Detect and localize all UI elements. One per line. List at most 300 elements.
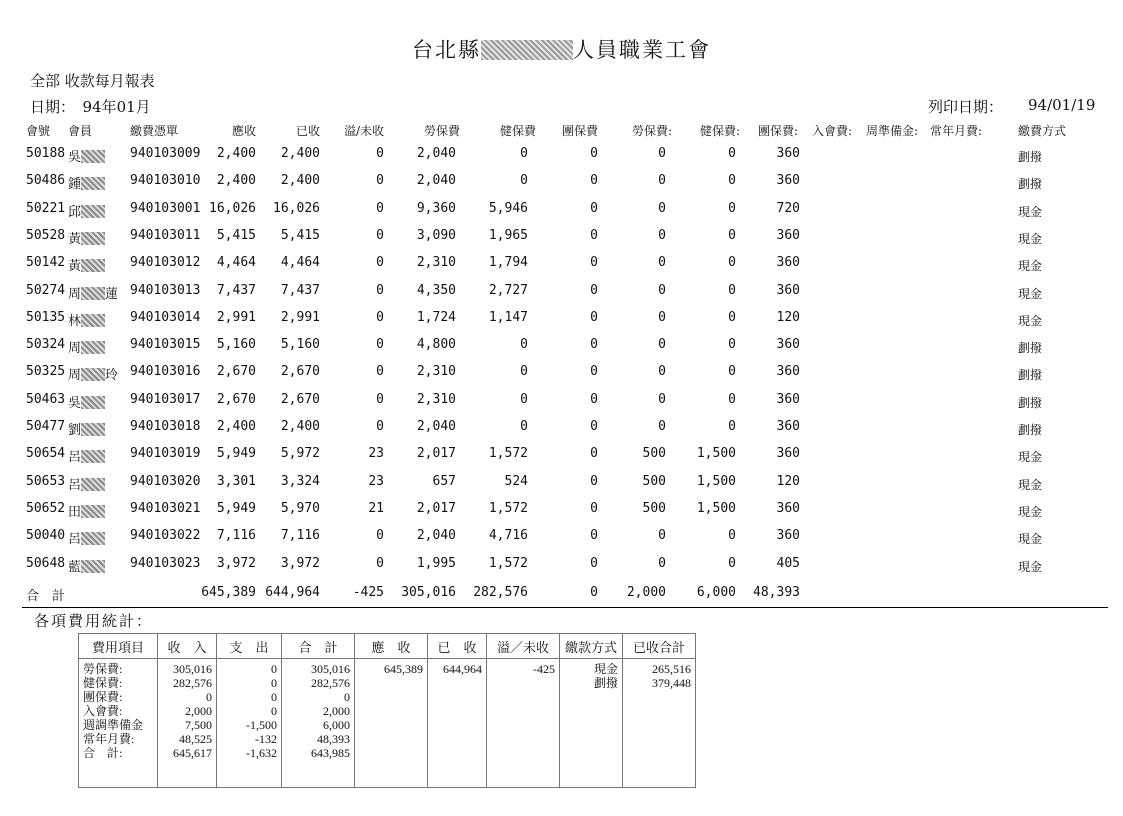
cell-due: 3,972 bbox=[216, 555, 256, 571]
cell-health2: 0 bbox=[728, 173, 736, 189]
cell-group2: 360 bbox=[776, 255, 800, 271]
cell-health: 524 bbox=[504, 473, 528, 489]
cell-group: 0 bbox=[590, 200, 598, 216]
cell-group2: 360 bbox=[776, 227, 800, 243]
cell-diff: 0 bbox=[376, 528, 384, 544]
cell-id: 50274 bbox=[26, 282, 66, 298]
column-header: 健保費 bbox=[499, 124, 536, 138]
cell-group2: 360 bbox=[776, 173, 800, 189]
cell-voucher: 940103020 bbox=[130, 473, 201, 489]
cell-voucher: 940103014 bbox=[130, 309, 201, 325]
cell-due: 4,464 bbox=[216, 255, 256, 271]
report-scope: 全部 收款每月報表 bbox=[30, 72, 155, 90]
stats-income-value: 0 bbox=[206, 690, 212, 704]
cell-group2: 360 bbox=[776, 146, 800, 161]
total-group: 0 bbox=[590, 585, 598, 600]
stats-due-value: 645,389 bbox=[384, 662, 423, 676]
stats-due bbox=[355, 659, 428, 788]
stats-title: 各項費用統計： bbox=[34, 612, 154, 630]
stats-expense-value: -1,500 bbox=[246, 718, 277, 732]
stats-body-row bbox=[79, 659, 696, 788]
stats-method-amount: 379,448 bbox=[652, 676, 691, 690]
cell-id: 50654 bbox=[26, 446, 66, 462]
member-name bbox=[68, 337, 128, 356]
cell-group2: 360 bbox=[776, 391, 800, 407]
member-surname: 田 bbox=[68, 504, 82, 520]
payment-method: 現金 bbox=[1018, 477, 1043, 492]
column-header: 溢/未收 bbox=[343, 124, 384, 138]
stats-item-name: 入會費: bbox=[83, 704, 123, 718]
stats-item-names bbox=[79, 659, 158, 788]
member-surname: 林 bbox=[68, 313, 82, 329]
cell-paid: 5,160 bbox=[280, 337, 320, 353]
cell-voucher: 940103019 bbox=[130, 446, 201, 462]
cell-labor: 2,017 bbox=[416, 446, 456, 462]
member-surname: 邱 bbox=[68, 204, 82, 220]
cell-health2: 0 bbox=[728, 391, 736, 407]
cell-due: 2,400 bbox=[216, 173, 256, 189]
stats-income-value: 7,500 bbox=[185, 718, 212, 732]
cell-due: 16,026 bbox=[209, 200, 256, 216]
cell-health: 1,147 bbox=[488, 309, 528, 325]
stats-header: 繳款方式 bbox=[560, 634, 623, 659]
cell-diff: 23 bbox=[368, 473, 384, 489]
cell-labor: 2,310 bbox=[416, 255, 456, 271]
stats-header: 應 收 bbox=[355, 634, 428, 659]
cell-group: 0 bbox=[590, 473, 598, 489]
stats-header: 收 入 bbox=[158, 634, 217, 659]
stats-income-value: 2,000 bbox=[185, 704, 212, 718]
cell-group: 0 bbox=[590, 500, 598, 516]
member-surname: 吳 bbox=[68, 395, 82, 411]
cell-labor: 2,040 bbox=[416, 146, 456, 161]
cell-labor: 2,017 bbox=[416, 500, 456, 516]
member-name bbox=[68, 201, 128, 220]
member-surname: 周 bbox=[68, 368, 82, 384]
total-labor: 305,016 bbox=[401, 585, 456, 600]
stats-method-amount: 265,516 bbox=[652, 662, 691, 676]
member-surname: 呂 bbox=[68, 450, 82, 466]
cell-labor2: 0 bbox=[658, 528, 666, 544]
cell-labor2: 0 bbox=[658, 309, 666, 325]
payment-method: 現金 bbox=[1018, 504, 1043, 519]
cell-labor: 2,040 bbox=[416, 173, 456, 189]
cell-id: 50652 bbox=[26, 500, 66, 516]
cell-health: 1,794 bbox=[488, 255, 528, 271]
cell-health2: 0 bbox=[728, 255, 736, 271]
stats-total bbox=[282, 659, 355, 788]
cell-group: 0 bbox=[590, 391, 598, 407]
redacted-mask bbox=[81, 478, 105, 491]
cell-paid: 2,670 bbox=[280, 364, 320, 380]
cell-group: 0 bbox=[590, 419, 598, 434]
cell-health2: 0 bbox=[728, 227, 736, 243]
column-header: 已收 bbox=[295, 124, 320, 138]
cell-health2: 0 bbox=[728, 528, 736, 544]
payment-method: 劃撥 bbox=[1018, 368, 1043, 383]
payment-method: 現金 bbox=[1018, 231, 1043, 246]
cell-id: 50324 bbox=[26, 337, 66, 353]
column-header: 會號 bbox=[26, 124, 51, 138]
cell-group2: 360 bbox=[776, 364, 800, 380]
cell-labor: 657 bbox=[432, 473, 456, 489]
payment-method: 劃撥 bbox=[1018, 395, 1043, 410]
cell-group2: 360 bbox=[776, 419, 800, 434]
redacted-mask bbox=[81, 450, 105, 463]
stats-expense-value: 0 bbox=[271, 662, 277, 676]
cell-health2: 1,500 bbox=[696, 473, 736, 489]
cell-group: 0 bbox=[590, 309, 598, 325]
cell-labor2: 500 bbox=[642, 473, 666, 489]
cell-labor2: 0 bbox=[658, 364, 666, 380]
cell-paid: 3,972 bbox=[280, 555, 320, 571]
stats-total-value: 2,000 bbox=[323, 704, 350, 718]
cell-id: 50477 bbox=[26, 419, 66, 434]
stats-header: 支 出 bbox=[217, 634, 282, 659]
column-header: 入會費: bbox=[812, 124, 853, 138]
column-header: 團保費: bbox=[757, 124, 798, 138]
stats-income-value: 305,016 bbox=[173, 662, 212, 676]
cell-voucher: 940103023 bbox=[130, 555, 201, 571]
member-name bbox=[68, 310, 128, 329]
redacted-mask bbox=[81, 423, 105, 436]
cell-group: 0 bbox=[590, 446, 598, 462]
member-surname: 黃 bbox=[68, 259, 82, 275]
member-name bbox=[68, 283, 128, 302]
cell-health2: 1,500 bbox=[696, 500, 736, 516]
cell-voucher: 940103010 bbox=[130, 173, 201, 189]
stats-income bbox=[158, 659, 217, 788]
total-group2: 48,393 bbox=[753, 585, 800, 600]
cell-labor: 9,360 bbox=[416, 200, 456, 216]
total-health2: 6,000 bbox=[696, 585, 736, 600]
cell-labor2: 0 bbox=[658, 337, 666, 353]
cell-paid: 7,437 bbox=[280, 282, 320, 298]
column-header: 繳費方式 bbox=[1018, 124, 1067, 138]
stats-total-value: 48,393 bbox=[317, 732, 350, 746]
redacted-mask bbox=[481, 40, 573, 60]
stats-total-value: 282,576 bbox=[311, 676, 350, 690]
cell-labor: 2,040 bbox=[416, 528, 456, 544]
cell-voucher: 940103009 bbox=[130, 146, 201, 161]
redacted-mask bbox=[81, 560, 105, 573]
cell-paid: 2,991 bbox=[280, 309, 320, 325]
print-date: 94/01/19 bbox=[1028, 96, 1096, 114]
print-date-label: 列印日期： bbox=[928, 98, 1004, 116]
cell-voucher: 940103016 bbox=[130, 364, 201, 380]
cell-group: 0 bbox=[590, 528, 598, 544]
cell-due: 2,670 bbox=[216, 391, 256, 407]
cell-health2: 0 bbox=[728, 309, 736, 325]
stats-header-row bbox=[79, 634, 696, 659]
cell-health: 1,572 bbox=[488, 500, 528, 516]
payment-method: 現金 bbox=[1018, 559, 1043, 574]
stats-expense-value: -132 bbox=[255, 732, 277, 746]
cell-group2: 405 bbox=[776, 555, 800, 571]
redacted-mask bbox=[81, 532, 105, 545]
payment-method: 現金 bbox=[1018, 204, 1043, 219]
cell-labor2: 0 bbox=[658, 419, 666, 434]
total-diff: -425 bbox=[352, 585, 384, 600]
cell-due: 5,415 bbox=[216, 227, 256, 243]
cell-due: 5,949 bbox=[216, 500, 256, 516]
stats-total-value: 643,985 bbox=[311, 746, 350, 760]
cell-id: 50653 bbox=[26, 473, 66, 489]
cell-group: 0 bbox=[590, 173, 598, 189]
stats-header: 已收合計 bbox=[623, 634, 696, 659]
cell-paid: 16,026 bbox=[273, 200, 320, 216]
cell-due: 5,949 bbox=[216, 446, 256, 462]
payment-method: 劃撥 bbox=[1018, 177, 1043, 192]
column-header: 常年月費: bbox=[930, 124, 983, 138]
cell-health: 0 bbox=[520, 173, 528, 189]
redacted-mask bbox=[81, 287, 105, 300]
payment-method: 現金 bbox=[1018, 450, 1043, 465]
column-header: 繳費憑單 bbox=[130, 124, 179, 138]
cell-group2: 360 bbox=[776, 337, 800, 353]
cell-diff: 23 bbox=[368, 446, 384, 462]
stats-methods bbox=[560, 659, 623, 788]
cell-paid: 4,464 bbox=[280, 255, 320, 271]
cell-diff: 0 bbox=[376, 391, 384, 407]
stats-total-value: 6,000 bbox=[323, 718, 350, 732]
stats-total-value: 305,016 bbox=[311, 662, 350, 676]
payment-method: 現金 bbox=[1018, 313, 1043, 328]
cell-voucher: 940103018 bbox=[130, 419, 201, 434]
stats-paid bbox=[428, 659, 487, 788]
cell-id: 50188 bbox=[26, 146, 66, 161]
payment-method: 劃撥 bbox=[1018, 341, 1043, 356]
cell-labor: 2,310 bbox=[416, 391, 456, 407]
redacted-mask bbox=[81, 314, 105, 327]
member-given-char: 玲 bbox=[105, 368, 119, 384]
cell-voucher: 940103022 bbox=[130, 528, 201, 544]
cell-paid: 5,415 bbox=[280, 227, 320, 243]
redacted-mask bbox=[81, 505, 105, 518]
member-surname: 藍 bbox=[68, 559, 82, 575]
cell-diff: 21 bbox=[368, 500, 384, 516]
stats-total-value: 0 bbox=[344, 690, 350, 704]
cell-diff: 0 bbox=[376, 146, 384, 161]
stats-item-name: 常年月費: bbox=[83, 732, 135, 746]
cell-due: 7,437 bbox=[216, 282, 256, 298]
cell-due: 2,991 bbox=[216, 309, 256, 325]
redacted-mask bbox=[81, 205, 105, 218]
redacted-mask bbox=[81, 368, 105, 381]
cell-labor: 2,040 bbox=[416, 419, 456, 434]
member-name bbox=[68, 419, 128, 438]
stats-expense-value: 0 bbox=[271, 676, 277, 690]
cell-paid: 7,116 bbox=[280, 528, 320, 544]
member-name bbox=[68, 255, 128, 274]
cell-group: 0 bbox=[590, 364, 598, 380]
stats-expense-value: 0 bbox=[271, 704, 277, 718]
cell-id: 50040 bbox=[26, 528, 66, 544]
cell-group2: 360 bbox=[776, 528, 800, 544]
stats-paid-value: 644,964 bbox=[443, 662, 482, 676]
cell-id: 50463 bbox=[26, 391, 66, 407]
cell-id: 50486 bbox=[26, 173, 66, 189]
cell-labor2: 500 bbox=[642, 500, 666, 516]
cell-group2: 360 bbox=[776, 446, 800, 462]
cell-labor: 1,995 bbox=[416, 555, 456, 571]
member-name bbox=[68, 501, 128, 520]
cell-group: 0 bbox=[590, 337, 598, 353]
cell-labor2: 0 bbox=[658, 391, 666, 407]
cell-voucher: 940103012 bbox=[130, 255, 201, 271]
stats-income-value: 282,576 bbox=[173, 676, 212, 690]
redacted-mask bbox=[81, 150, 105, 163]
cell-health2: 0 bbox=[728, 337, 736, 353]
cell-id: 50221 bbox=[26, 200, 66, 216]
stats-item-name: 週調準備金 bbox=[83, 718, 144, 732]
member-surname: 呂 bbox=[68, 532, 82, 548]
cell-health: 1,572 bbox=[488, 446, 528, 462]
payment-method: 現金 bbox=[1018, 259, 1043, 274]
cell-diff: 0 bbox=[376, 200, 384, 216]
stats-item-name: 合 計: bbox=[83, 746, 123, 760]
cell-health: 0 bbox=[520, 146, 528, 161]
cell-voucher: 940103017 bbox=[130, 391, 201, 407]
cell-health: 1,572 bbox=[488, 555, 528, 571]
stats-item-name: 勞保費: bbox=[83, 662, 123, 676]
payment-method: 劃撥 bbox=[1018, 150, 1043, 164]
cell-paid: 2,670 bbox=[280, 391, 320, 407]
cell-due: 2,670 bbox=[216, 364, 256, 380]
column-header: 會員 bbox=[68, 124, 93, 138]
stats-expense-value: 0 bbox=[271, 690, 277, 704]
cell-labor2: 0 bbox=[658, 146, 666, 161]
cell-paid: 5,972 bbox=[280, 446, 320, 462]
column-header: 勞保費: bbox=[631, 124, 672, 138]
stats-header: 費用項目 bbox=[79, 634, 158, 659]
cell-id: 50142 bbox=[26, 255, 66, 271]
member-surname: 鍾 bbox=[68, 177, 82, 193]
cell-labor2: 0 bbox=[658, 255, 666, 271]
stats-item-name: 團保費: bbox=[83, 690, 123, 704]
cell-health: 0 bbox=[520, 419, 528, 434]
cell-health2: 0 bbox=[728, 419, 736, 434]
cell-labor2: 0 bbox=[658, 227, 666, 243]
stats-header: 溢／未收 bbox=[487, 634, 560, 659]
cell-labor: 3,090 bbox=[416, 227, 456, 243]
cell-group2: 360 bbox=[776, 282, 800, 298]
cell-health2: 0 bbox=[728, 282, 736, 298]
stats-expense-value: -1,632 bbox=[246, 746, 277, 760]
redacted-mask bbox=[81, 396, 105, 409]
cell-group: 0 bbox=[590, 146, 598, 161]
cell-diff: 0 bbox=[376, 337, 384, 353]
cell-group: 0 bbox=[590, 282, 598, 298]
title-prefix: 台北縣 bbox=[412, 38, 481, 62]
stats-diff-value: -425 bbox=[533, 662, 555, 676]
cell-health: 5,946 bbox=[488, 200, 528, 216]
cell-health2: 0 bbox=[728, 200, 736, 216]
report-period: 日期： 94年01月 bbox=[30, 98, 151, 116]
cell-labor2: 0 bbox=[658, 173, 666, 189]
cell-id: 50528 bbox=[26, 227, 66, 243]
member-name bbox=[68, 228, 128, 247]
cell-group2: 720 bbox=[776, 200, 800, 216]
cell-labor2: 500 bbox=[642, 446, 666, 462]
cell-paid: 5,970 bbox=[280, 500, 320, 516]
column-header: 勞保費 bbox=[423, 124, 460, 138]
cell-labor: 1,724 bbox=[416, 309, 456, 325]
stats-method-amounts bbox=[623, 659, 696, 788]
cell-labor2: 0 bbox=[658, 200, 666, 216]
redacted-mask bbox=[81, 259, 105, 272]
cell-health2: 0 bbox=[728, 146, 736, 161]
cell-labor: 2,310 bbox=[416, 364, 456, 380]
cell-diff: 0 bbox=[376, 555, 384, 571]
cell-diff: 0 bbox=[376, 255, 384, 271]
cell-due: 2,400 bbox=[216, 419, 256, 434]
cell-labor: 4,800 bbox=[416, 337, 456, 353]
stats-method-name: 劃撥 bbox=[593, 676, 618, 690]
cell-group2: 120 bbox=[776, 309, 800, 325]
member-surname: 吳 bbox=[68, 150, 82, 165]
cell-diff: 0 bbox=[376, 364, 384, 380]
cell-voucher: 940103011 bbox=[130, 227, 201, 243]
stats-table bbox=[78, 633, 696, 788]
cell-voucher: 940103001 bbox=[130, 200, 201, 216]
cell-health2: 0 bbox=[728, 364, 736, 380]
title-suffix: 人員職業工會 bbox=[573, 38, 711, 62]
total-health: 282,576 bbox=[473, 585, 528, 600]
payment-method: 劃撥 bbox=[1018, 423, 1043, 437]
member-name bbox=[68, 146, 128, 165]
member-surname: 周 bbox=[68, 341, 82, 357]
cell-paid: 2,400 bbox=[280, 173, 320, 189]
total-paid: 644,964 bbox=[265, 585, 320, 600]
cell-diff: 0 bbox=[376, 227, 384, 243]
cell-due: 5,160 bbox=[216, 337, 256, 353]
cell-health: 1,965 bbox=[488, 227, 528, 243]
cell-due: 3,301 bbox=[216, 473, 256, 489]
stats-header: 合 計 bbox=[282, 634, 355, 659]
total-due: 645,389 bbox=[201, 585, 256, 600]
member-name bbox=[68, 474, 128, 493]
cell-group: 0 bbox=[590, 555, 598, 571]
column-header: 團保費 bbox=[561, 124, 598, 138]
member-given-char: 蓮 bbox=[105, 286, 119, 302]
cell-paid: 2,400 bbox=[280, 146, 320, 161]
stats-income-value: 48,525 bbox=[179, 732, 212, 746]
total-labor2: 2,000 bbox=[626, 585, 666, 600]
cell-voucher: 940103013 bbox=[130, 282, 201, 298]
cell-voucher: 940103015 bbox=[130, 337, 201, 353]
member-name bbox=[68, 364, 128, 383]
totals-label: 合 計 bbox=[26, 589, 66, 604]
column-header: 健保費: bbox=[699, 124, 740, 138]
cell-diff: 0 bbox=[376, 173, 384, 189]
stats-item-name: 健保費: bbox=[83, 676, 123, 690]
cell-health: 0 bbox=[520, 337, 528, 353]
cell-labor2: 0 bbox=[658, 282, 666, 298]
cell-labor: 4,350 bbox=[416, 282, 456, 298]
cell-diff: 0 bbox=[376, 309, 384, 325]
cell-health2: 0 bbox=[728, 555, 736, 571]
cell-paid: 3,324 bbox=[280, 473, 320, 489]
cell-id: 50135 bbox=[26, 309, 66, 325]
member-surname: 周 bbox=[68, 286, 82, 302]
column-header: 應收 bbox=[231, 124, 256, 138]
stats-income-value: 645,617 bbox=[173, 746, 212, 760]
cell-voucher: 940103021 bbox=[130, 500, 201, 516]
cell-health2: 1,500 bbox=[696, 446, 736, 462]
stats-diff bbox=[487, 659, 560, 788]
redacted-mask bbox=[81, 232, 105, 245]
